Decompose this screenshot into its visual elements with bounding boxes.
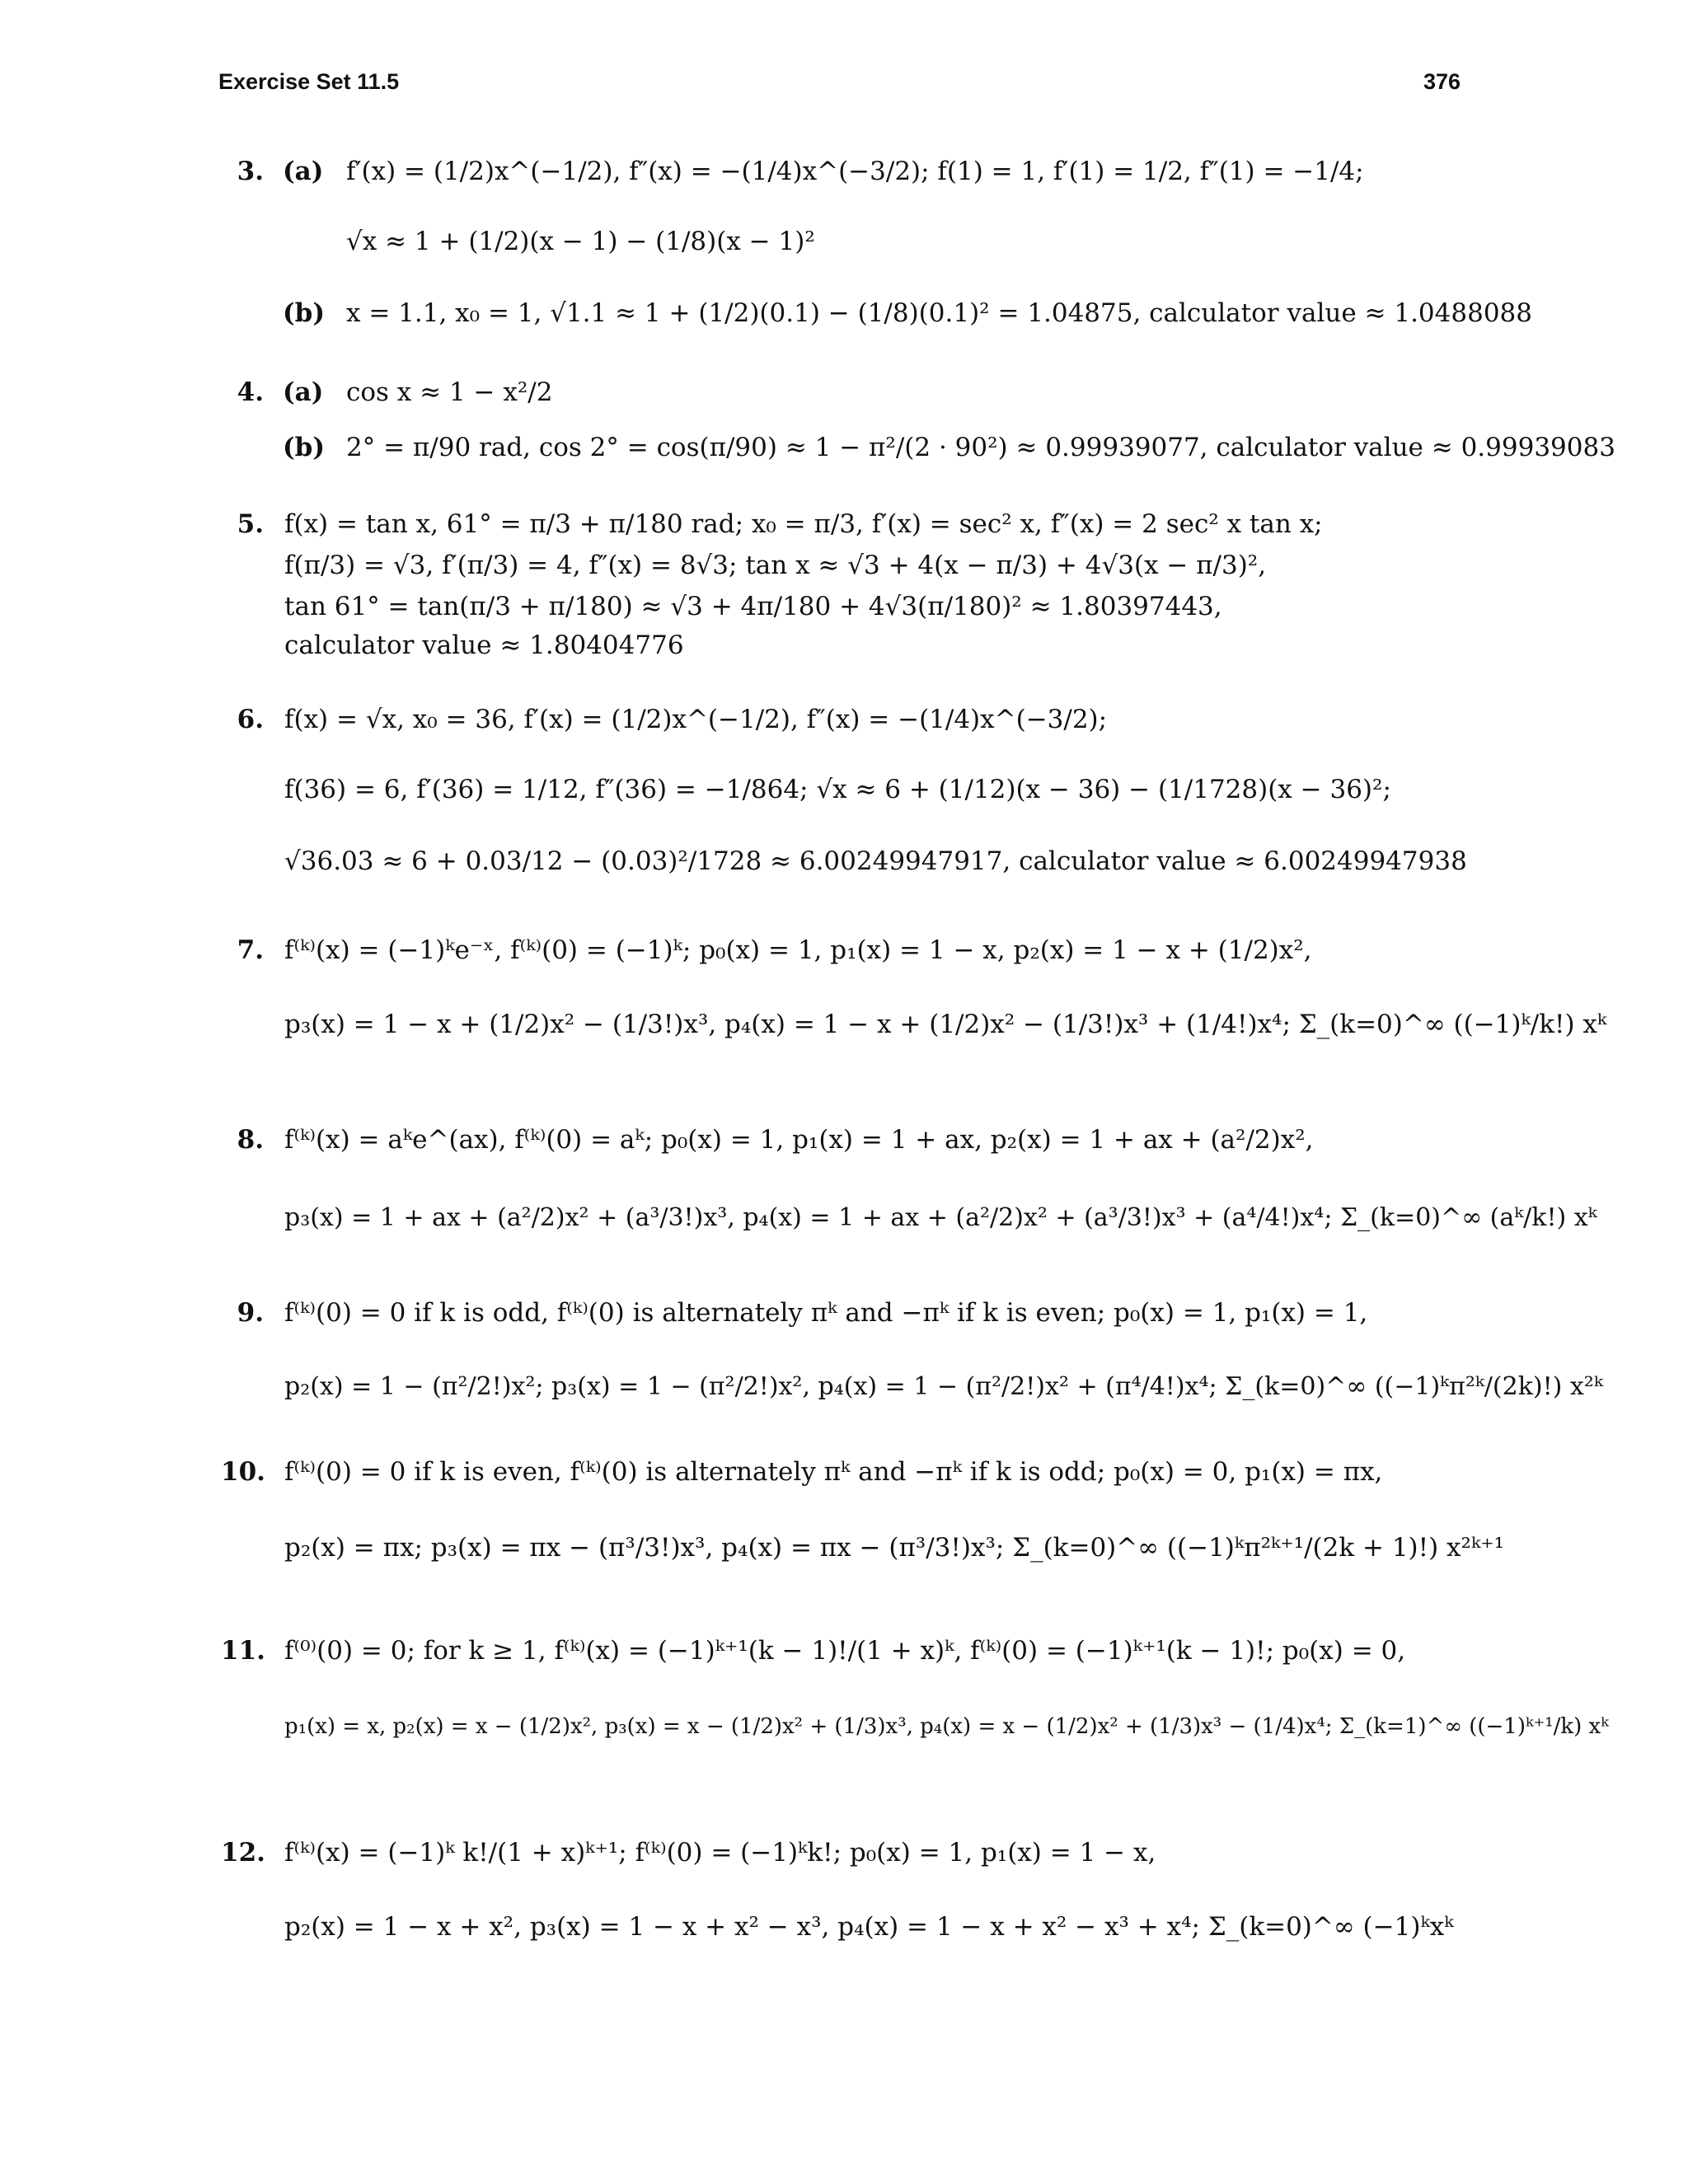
problem-number: 4.: [237, 377, 264, 407]
problem-number: 7.: [237, 935, 264, 965]
math-line: cos x ≈ 1 − x²/2: [346, 377, 553, 407]
problem-number: 12.: [221, 1838, 265, 1868]
math-line: p₂(x) = πx; p₃(x) = πx − (π³/3!)x³, p₄(x) = πx − (π³/3!)x³; Σ_(k=0)^∞ ((−1)ᵏπ²ᵏ⁺¹/(2k + 1)!) x²ᵏ⁺¹: [284, 1533, 1505, 1563]
problem-number: 8.: [237, 1125, 264, 1155]
math-line: x = 1.1, x₀ = 1, √1.1 ≈ 1 + (1/2)(0.1) − (1/8)(0.1)² = 1.04875, calculator value ≈ 1.0488088: [346, 298, 1532, 328]
math-line: 2° = π/90 rad, cos 2° = cos(π/90) ≈ 1 − π²/(2 · 90²) ≈ 0.99939077, calculator value ≈ 0.99939083: [346, 433, 1615, 462]
problem-number: 6.: [237, 705, 264, 734]
math-line: calculator value ≈ 1.80404776: [284, 630, 684, 660]
section-title: Exercise Set 11.5: [218, 69, 400, 94]
problem-number: 10.: [221, 1457, 265, 1487]
math-line: f(36) = 6, f′(36) = 1/12, f″(36) = −1/864; √x ≈ 6 + (1/12)(x − 36) − (1/1728)(x − 36)²;: [284, 775, 1391, 804]
page-number: 376: [1423, 69, 1461, 94]
part-label: (b): [283, 298, 326, 328]
math-line: f(π/3) = √3, f′(π/3) = 4, f″(x) = 8√3; tan x ≈ √3 + 4(x − π/3) + 4√3(x − π/3)²,: [284, 551, 1267, 580]
math-line: p₃(x) = 1 + ax + (a²/2)x² + (a³/3!)x³, p₄(x) = 1 + ax + (a²/2)x² + (a³/3!)x³ + (a⁴/4!)x⁴; Σ_(k=0)^∞ (aᵏ/k!) xᵏ: [284, 1203, 1597, 1232]
math-line: f′(x) = (1/2)x^(−1/2), f″(x) = −(1/4)x^(−3/2); f(1) = 1, f′(1) = 1/2, f″(1) = −1/4;: [346, 157, 1364, 186]
math-line: f⁽ᵏ⁾(0) = 0 if k is odd, f⁽ᵏ⁾(0) is alternately πᵏ and −πᵏ if k is even; p₀(x) = 1, p₁(x) = 1,: [284, 1298, 1368, 1328]
math-line: f(x) = √x, x₀ = 36, f′(x) = (1/2)x^(−1/2), f″(x) = −(1/4)x^(−3/2);: [284, 705, 1108, 734]
math-line: p₁(x) = x, p₂(x) = x − (1/2)x², p₃(x) = x − (1/2)x² + (1/3)x³, p₄(x) = x − (1/2)x² + (1/3)x³ − (1/4)x⁴; Σ_(k=1)^∞ ((−1)ᵏ⁺¹/k) xᵏ: [284, 1714, 1609, 1739]
problem-number: 5.: [237, 509, 264, 539]
problem-number: 3.: [237, 157, 264, 186]
part-label: (a): [283, 157, 324, 186]
math-line: f⁽ᵏ⁾(0) = 0 if k is even, f⁽ᵏ⁾(0) is alternately πᵏ and −πᵏ if k is odd; p₀(x) = 0, p₁(x) = πx,: [284, 1457, 1383, 1487]
math-line: f⁽ᵏ⁾(x) = (−1)ᵏe⁻ˣ, f⁽ᵏ⁾(0) = (−1)ᵏ; p₀(x) = 1, p₁(x) = 1 − x, p₂(x) = 1 − x + (1/2)x²,: [284, 935, 1312, 965]
math-line: f⁽⁰⁾(0) = 0; for k ≥ 1, f⁽ᵏ⁾(x) = (−1)ᵏ⁺¹(k − 1)!/(1 + x)ᵏ, f⁽ᵏ⁾(0) = (−1)ᵏ⁺¹(k − 1)!; p₀(x) = 0,: [284, 1636, 1406, 1666]
math-line: p₂(x) = 1 − x + x², p₃(x) = 1 − x + x² − x³, p₄(x) = 1 − x + x² − x³ + x⁴; Σ_(k=0)^∞ (−1)ᵏxᵏ: [284, 1912, 1454, 1942]
math-line: √36.03 ≈ 6 + 0.03/12 − (0.03)²/1728 ≈ 6.00249947917, calculator value ≈ 6.00249947938: [284, 846, 1467, 876]
math-line: √x ≈ 1 + (1/2)(x − 1) − (1/8)(x − 1)²: [346, 227, 815, 256]
math-line: p₂(x) = 1 − (π²/2!)x²; p₃(x) = 1 − (π²/2!)x², p₄(x) = 1 − (π²/2!)x² + (π⁴/4!)x⁴; Σ_(k=0)^∞ ((−1)ᵏπ²ᵏ/(2k)!) x²ᵏ: [284, 1372, 1603, 1401]
part-label: (a): [283, 377, 324, 407]
math-line: f(x) = tan x, 61° = π/3 + π/180 rad; x₀ = π/3, f′(x) = sec² x, f″(x) = 2 sec² x tan x;: [284, 509, 1323, 539]
problem-number: 11.: [221, 1636, 265, 1666]
problem-number: 9.: [237, 1298, 264, 1328]
math-line: f⁽ᵏ⁾(x) = aᵏe^(ax), f⁽ᵏ⁾(0) = aᵏ; p₀(x) = 1, p₁(x) = 1 + ax, p₂(x) = 1 + ax + (a²/2)x²,: [284, 1125, 1314, 1155]
math-line: tan 61° = tan(π/3 + π/180) ≈ √3 + 4π/180 + 4√3(π/180)² ≈ 1.80397443,: [284, 592, 1222, 621]
math-line: f⁽ᵏ⁾(x) = (−1)ᵏ k!/(1 + x)ᵏ⁺¹; f⁽ᵏ⁾(0) = (−1)ᵏk!; p₀(x) = 1, p₁(x) = 1 − x,: [284, 1838, 1156, 1868]
part-label: (b): [283, 433, 326, 462]
math-line: p₃(x) = 1 − x + (1/2)x² − (1/3!)x³, p₄(x) = 1 − x + (1/2)x² − (1/3!)x³ + (1/4!)x⁴; Σ_(k=0)^∞ ((−1)ᵏ/k!) xᵏ: [284, 1010, 1607, 1039]
